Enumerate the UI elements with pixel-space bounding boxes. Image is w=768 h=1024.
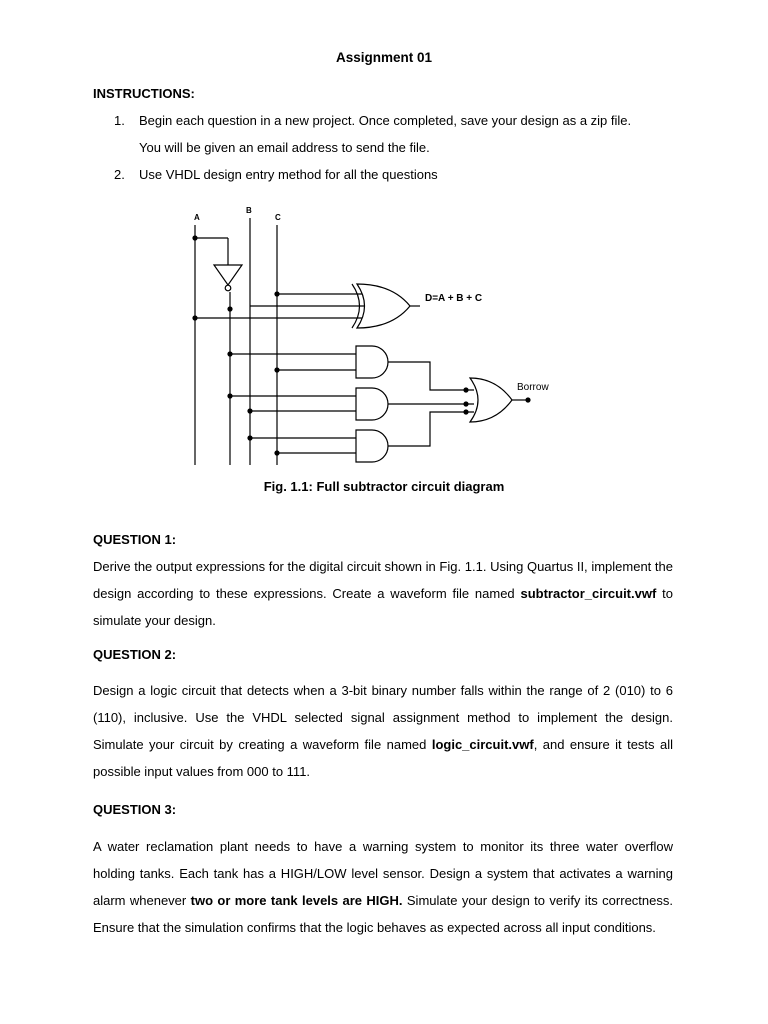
junction-dot <box>228 352 232 356</box>
question-1-text <box>93 553 673 634</box>
question-3-emphasis: two or more tank levels are HIGH. <box>190 893 403 908</box>
or-gate <box>470 378 512 422</box>
full-subtractor-circuit-diagram <box>180 200 580 470</box>
question-3-text-part: A water reclamation plant needs to have a warning system to monitor its three water overflow holding tanks. Each tank has a HIGH/LOW level sensor. Design a system that activates a warning alarm whenever <box>93 839 673 908</box>
junction-dot <box>526 398 530 402</box>
output-label-borrow: Borrow <box>517 382 549 393</box>
instruction-number: 1. <box>114 113 125 128</box>
question-2-heading: QUESTION 2: <box>93 647 177 662</box>
junction-dot <box>275 451 279 455</box>
junction-dot <box>193 236 197 240</box>
junction-dot <box>275 368 279 372</box>
junction-dot <box>464 402 468 406</box>
and-gate-3 <box>356 430 388 462</box>
instruction-text: You will be given an email address to send the file. <box>139 140 430 155</box>
xor-gate <box>357 284 410 328</box>
junction-dot <box>248 436 252 440</box>
junction-dot <box>275 292 279 296</box>
input-label-a: A <box>194 213 200 222</box>
question-2-text-part: , and ensure it tests all possible input values from 000 to 111. <box>93 737 674 779</box>
question-2-filename: logic_circuit.vwf <box>431 737 534 752</box>
junction-dot <box>464 388 468 392</box>
question-3-text-part: Simulate your design to verify its correctness. Ensure that the simulation confirms that the logic behaves as expected across all input conditions. <box>93 893 673 935</box>
junction-dot <box>464 410 468 414</box>
output-label-d: D=A + B + C <box>425 293 483 304</box>
question-2-text <box>93 677 673 785</box>
wire-and3-to-or <box>388 412 474 446</box>
junction-dot <box>193 316 197 320</box>
junction-dot <box>248 409 252 413</box>
question-2-text-part: Design a logic circuit that detects when a 3-bit binary number falls within the range of 2 (010) to 6 (110), inclusive. Use the VHDL selected signal assignment method to implement the design. Simulate your circuit by creating a waveform file named <box>93 683 673 752</box>
question-1-text-part: Derive the output expressions for the digital circuit shown in Fig. 1.1. Using Quartus II, implement the design according to these expressions. Create a waveform file named <box>93 559 673 601</box>
junction-dot <box>228 307 232 311</box>
question-3-text <box>93 833 673 941</box>
page-title: Assignment 01 <box>335 50 433 65</box>
junction-dot <box>228 394 232 398</box>
instruction-text: Use VHDL design entry method for all the questions <box>139 167 438 182</box>
instruction-text: Begin each question in a new project. Once completed, save your design as a zip file. <box>139 113 632 128</box>
wire-and1-to-or <box>388 362 474 390</box>
instruction-number: 2. <box>114 167 125 182</box>
and-gate-2 <box>356 388 388 420</box>
question-1-text-part: to simulate your design. <box>93 586 673 628</box>
figure-caption: Fig. 1.1: Full subtractor circuit diagram <box>263 479 505 494</box>
instructions-heading: INSTRUCTIONS: <box>93 86 195 101</box>
and-gate-1 <box>356 346 388 378</box>
input-label-c: C <box>275 213 281 222</box>
question-1-heading: QUESTION 1: <box>93 532 177 547</box>
input-label-b: B <box>246 206 252 215</box>
not-gate <box>214 265 242 285</box>
question-1-filename: subtractor_circuit.vwf <box>520 586 657 601</box>
question-3-heading: QUESTION 3: <box>93 802 177 817</box>
